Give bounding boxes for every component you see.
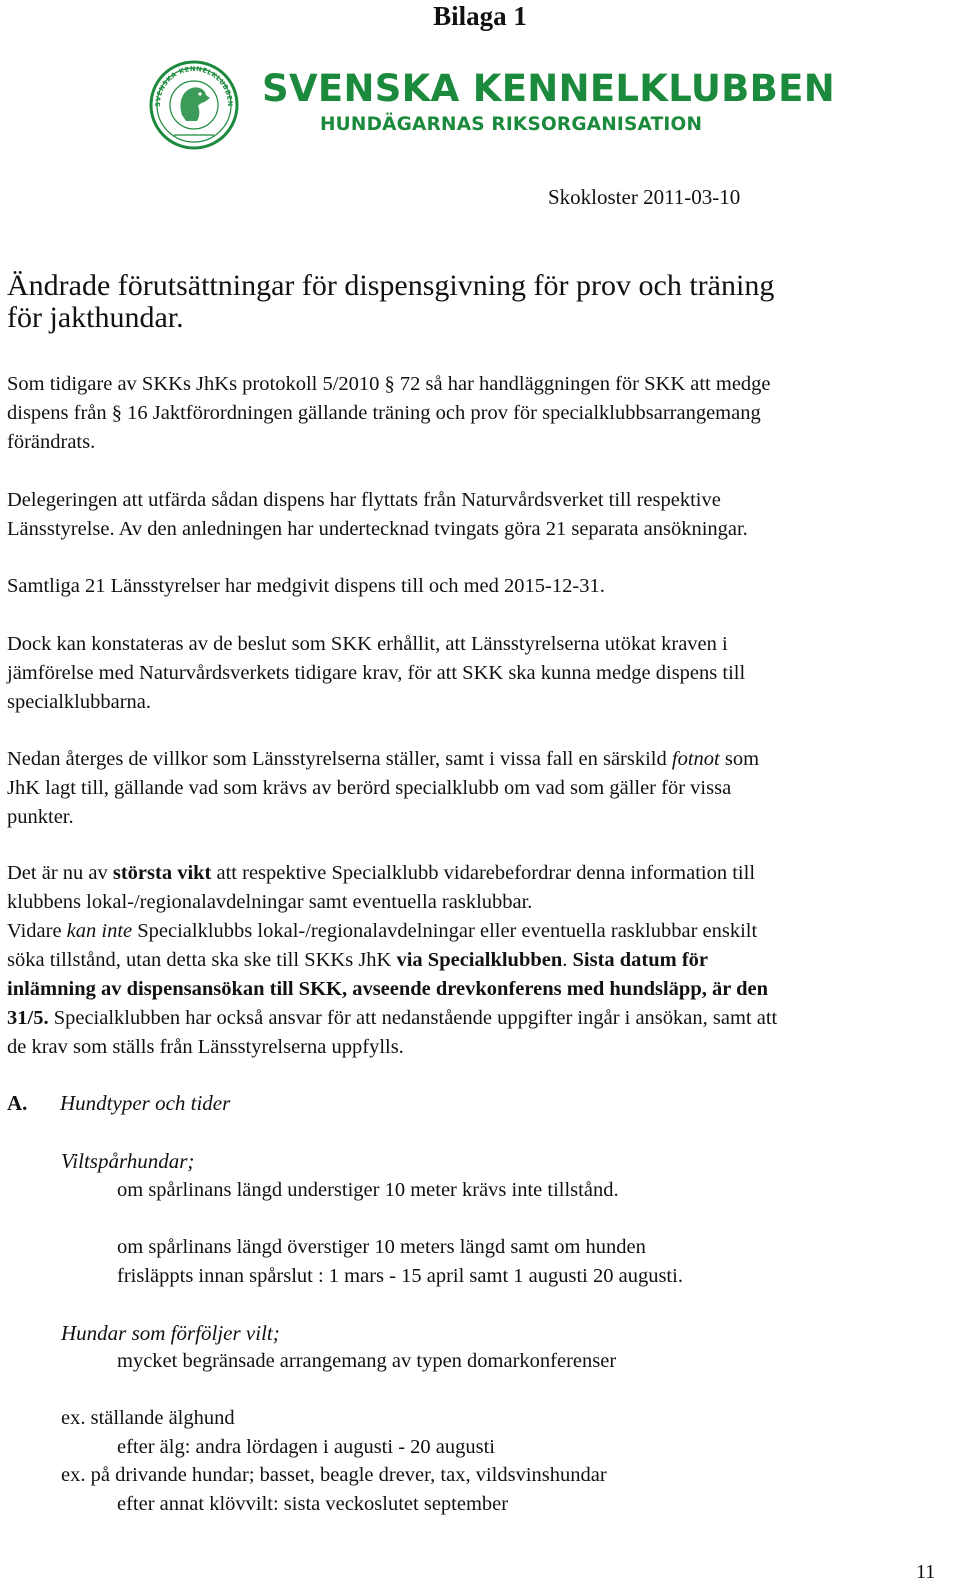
text-line: klubbens lokal-/regionalavdelningar samt eventuella rasklubbar. [7,891,533,913]
text-line [7,859,952,888]
text-line: frisläppts innan spårslut : 1 mars - 15 april samt 1 augusti 20 augusti. [117,1265,683,1287]
bold-text: via Specialklubben [396,949,563,971]
hundar-heading: Hundar som förföljer vilt; [61,1321,280,1345]
text-line [7,917,952,946]
text-run: Nedan återges de villkor som Länsstyrelserna ställer, samt i vissa fall en särskild [7,748,672,770]
paragraph-6 [7,859,952,1062]
text-run: Det är nu av [7,862,113,884]
text-line: Länsstyrelse. Av den anledningen har undertecknad tvingats göra 21 separata ansökningar. [7,518,748,540]
document-title [7,270,774,334]
logo-subtitle: HUNDÄGARNAS RIKSORGANISATION [320,114,703,135]
bold-text: 31/5. [7,1007,49,1029]
example-1: ex. ställande älghund [61,1407,235,1429]
example-2-detail: efter annat klövvilt: sista veckoslutet september [117,1493,509,1515]
paragraph-4 [7,630,952,717]
viltspar-heading: Viltspårhundar; [61,1149,195,1173]
emphasis-text: kan inte [66,920,133,942]
text-run: Specialklubben har också ansvar för att nedanstående uppgifter ingår i ansökan, samt att [48,1007,778,1029]
example-2: ex. på drivande hundar; basset, beagle drever, tax, vildsvinshundar [61,1464,607,1486]
place-date: Skokloster 2011-03-10 [548,185,741,209]
text-run: . [562,949,573,971]
text-line: Samtliga 21 Länsstyrelser har medgivit dispens till och med 2015-12-31. [7,575,605,597]
section-letter: A. [7,1091,28,1115]
text-line [7,975,952,1004]
text-line: JhK lagt till, gällande vad som krävs av berörd specialklubb om vad som gäller för vissa [7,777,732,799]
text-run: Specialklubbs lokal-/regionalavdelningar eller eventuella rasklubbar enskilt [132,920,758,942]
emphasis-text: fotnot [671,748,720,770]
example-1-detail: efter älg: andra lördagen i augusti - 20 augusti [117,1436,495,1458]
page-number: 11 [916,1561,936,1583]
text-line: de krav som ställs från Länsstyrelserna uppfylls. [7,1036,404,1058]
text-line: om spårlinans längd överstiger 10 meters längd samt om hunden [117,1236,646,1258]
text-line: specialklubbarna. [7,691,152,713]
text-run: att respektive Specialklubb vidarebefordrar denna information till [211,862,756,884]
bold-text: största vikt [112,862,212,884]
viltspar-rule-2 [117,1233,683,1291]
paragraph-1 [7,370,952,457]
text-line: förändrats. [7,431,96,453]
text-line: punkter. [7,806,74,828]
text-line: Som tidigare av SKKs JhKs protokoll 5/2010 § 72 så har handläggningen för SKK att medge [7,373,771,395]
text-line [7,1004,952,1033]
logo-title: SVENSKA KENNELKLUBBEN [262,67,836,110]
paragraph-5 [7,745,952,832]
document-title-line-2: för jakthundar. [7,301,184,334]
section-title: Hundtyper och tider [60,1091,231,1115]
text-line: jämförelse med Naturvårdsverkets tidigare krav, för att SKK ska kunna medge dispens till [7,662,746,684]
bold-text: Sista datum för [572,949,709,971]
section-a-heading [7,1089,230,1118]
text-line [7,946,952,975]
kennel-club-seal-logo [148,57,240,153]
attachment-label: Bilaga 1 [433,1,527,31]
viltspar-rule-1: om spårlinans längd understiger 10 meter krävs inte tillstånd. [117,1179,619,1201]
paragraph-2 [7,486,952,544]
paragraph-3 [7,572,952,601]
text-run: söka tillstånd, utan detta ska ske till SKKs JhK [7,949,397,971]
svg-text:SVENSKA KENNELKLUBBEN: SVENSKA KENNELKLUBBEN [153,64,235,107]
bold-text: inlämning av dispensansökan till SKK, avseende drevkonferens med hundsläpp, är den [7,978,768,1000]
text-line [7,745,952,774]
text-line: Delegeringen att utfärda sådan dispens har flyttats från Naturvårdsverket till respektive [7,489,721,511]
text-run: som [719,748,760,770]
text-run: Vidare [7,920,67,942]
hundar-rule-1: mycket begränsade arrangemang av typen domarkonferenser [117,1350,617,1372]
text-line: dispens från § 16 Jaktförordningen gällande träning och prov för specialklubbsarrangemang [7,402,761,424]
document-title-line-1: Ändrade förutsättningar för dispensgivning för prov och träning [7,269,775,302]
text-line: Dock kan konstateras av de beslut som SKK erhållit, att Länsstyrelserna utökat kraven i [7,633,728,655]
